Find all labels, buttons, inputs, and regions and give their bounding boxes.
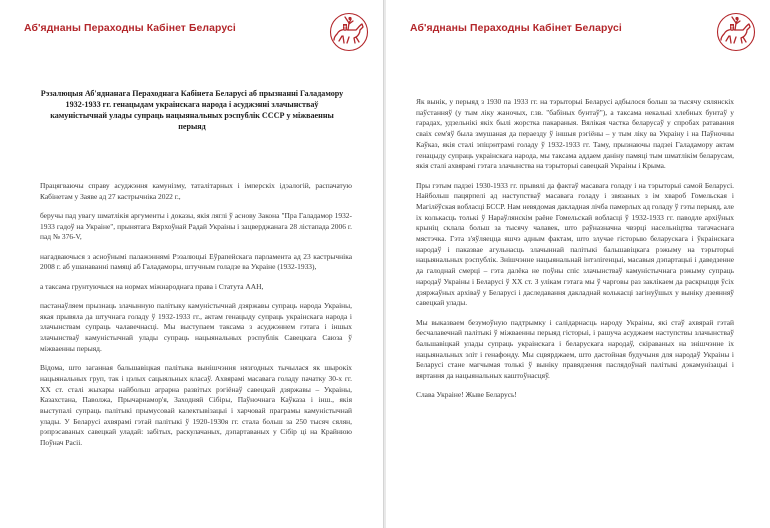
paragraph: беручы пад увагу шматлікія аргументы і доказы, якія ляглі ў аснову Закона "Пра Галадамор 1932-1933 гадоў на Украіне", прынятага Вярхоўнай Радай Украіны і зацверджанага 28 лістапада 2006 г. пад № 376-V, <box>40 211 352 242</box>
closing-slogan: Слава Украіне! Жыве Беларусь! <box>416 390 517 400</box>
paragraph: нагадваючыся з асноўнымі палажэннямі Рэзалюцыі Еўрапейскага парламента ад 23 кастрычніка 2008 г. аб ушанаванні памяці аб Галадаморы, штучным голадзе ва Украіне (1932-1933), <box>40 251 352 272</box>
paragraph: Пры гэтым падзеі 1930-1933 гг. прывялі да фактаў масавага голаду і на тэрыторыі самой Беларусі. Найбольш пацярпелі ад наступстваў масавага голаду і звязаных з ім хвароб Гомельская і Магілёўская вобласці БССР. Нам невядомая дакладная лічба памерлых ад голаду ў гэты перыяд, але іх колькасць толькі ў Нараўлянскім раёне Гомельскай вобласці ў 1932-1933 гг. паводле архіўных крыніц склала больш за тысячу чалавек, што раўназначна чвэрці насельніцтва тагачаснага мястэчка. Гэта з'яўляецца яшчэ адным фактам, што злучае гісторыю беларускага і ўкраінскага народаў і паказвае агульнасць злачыннай палітыкі бальшавіцкага рэжыму на тэрыторыі нацыянальных рэспублік. Знішчэнне нацыянальнай інтэлігенцыі, масавыя дэпартацыі і даведзенне да галоднай смерці – гэта далёка не поўны спіс злачынстваў камуністычнага рэжыму супраць народаў Украіны і Беларусі ў ХХ ст. З улікам гэтага мы ў чарговы раз заклікаем да раскрыцця ўсіх дзяржаўных архіваў у Беларусі і даследавання дакладнай колькасці загінуўшых у выніку дзеянняў савецкай улады. <box>416 180 734 308</box>
resolution-title: Рэзалюцыя Аб'яднанага Пераходнага Кабінета Беларусі аб прызнанні Галадамору 1932-1933 гг. генацыдам украінскага народа і асуджэнні злачынстваў камуністычнай улады супраць нацыянальных рэспублік СССР у міжваенны перыяд <box>40 89 344 131</box>
page-header <box>24 12 369 52</box>
right-body-text <box>416 97 734 410</box>
paragraph: Як вынік, у перыяд з 1930 па 1933 гг. на тэрыторыі Беларусі адбылося больш за тысячу сялянскіх паўстанняў (у тым ліку жаночых, г.зв. "бабіных бунтаў"), а таксама некалькі хлебных бунтаў у гарадах, удзельнікі якіх былі жорстка пакараныя. Вялікая частка беларусаў у спробах ратавання сваіх сем'яў была змушаная да пераезду ў іншыя рэгіёны – у тым ліку ва Украіну і на Паўночны Каўказ, якія сталі эпіцэнтрамі голаду ў 1932-1933 гг. Таму, прызнаючы падзеі Галадамору актам генацыду супраць украінскага народа, мы таксама аддаем даніну памяці тым шматлікім беларусам, якія сталі ахвярамі гэтага злачынства на тэрыторыі савецкай Украіны і Крыма. <box>416 97 734 171</box>
organization-name: Аб'яднаны Пераходны Кабінет Беларусі <box>410 23 622 34</box>
paragraph: пастанаўляем прызнаць злачынную палітыку камуністычнай дзяржавы супраць народа Украіны, якая прывяла да штучнага голаду ў 1932-1933 гг., актам генацыду супраць украінскага народа і злачынствам супраць чалавечнасці. Мы выступаем таксама з асуджэннем гэтага і іншых злачынстваў камуністычнай улады супраць нацыянальных рэспублік Савецкага Саюза ў міжваенны перыяд. <box>40 301 352 353</box>
paragraph: Відома, што заганная бальшавіцкая палітыка вынішчэння нязгодных тычылася як шырокіх нацыянальных груп, так і цэлых сацыяльных класаў. Ахвярамі масавага голаду пачатку 30-х гг. ХХ ст. сталі жыхары найбольш аграрна развітых рэгіёнаў савецкай дзяржавы – Украіны, Казахстана, Паволжа, Прычарнамор'я, Заходняй Сібіры, Паўночнага Каўказа і інш., якія выступалі супраць палітыкі прымусовай калектывізацыі і харчовай праграмы камуністычнай улады. У Беларусі ахвярамі гэтай палітыкі ў 1920-1930я гг. стала больш за 250 тысяч сялян, рэпрэсаваных савецкай уладай: забітых, раскулачаных, дэпартаваных у Сібір ці на Крайнюю Поўнач Расіі. <box>40 363 352 448</box>
page-right <box>386 0 770 528</box>
pahonia-emblem-icon <box>329 12 369 52</box>
paragraph: Мы выказваем безумоўную падтрымку і салідарнасць народу Украіны, які стаў ахвярай гэтай бесчалавечнай палітыкі ў міжваенны перыяд гісторыі, і рашуча асуджаем наступствы злачынстваў бальшавіцкай улады супраць украінскага і беларускага народаў, скіраваных на знішчэнне іх нацыянальных эліт і генафонду. Мы сцвярджаем, што дастойная будучыня для народаў Украіны і Беларусі стане магчымая толькі ў выніку правядзення паслядоўнай палітыкі дэкамунізацыі і вяртання да нацыянальных каштоўнасцяў. <box>416 317 734 381</box>
organization-name: Аб'яднаны Пераходны Кабінет Беларусі <box>24 23 236 34</box>
paragraph: Працягваючы справу асуджэння камунізму, таталітарных і імперскіх ідэалогій, распачатую Кабінетам у Заяве ад 27 кастрычніка 2022 г., <box>40 181 352 201</box>
page-header <box>410 12 756 52</box>
paragraph: а таксама грунтуючыся на нормах міжнароднага права і Статута ААН, <box>40 281 264 291</box>
pahonia-emblem-icon <box>716 12 756 52</box>
page-left <box>0 0 384 528</box>
left-body-text <box>40 181 352 457</box>
